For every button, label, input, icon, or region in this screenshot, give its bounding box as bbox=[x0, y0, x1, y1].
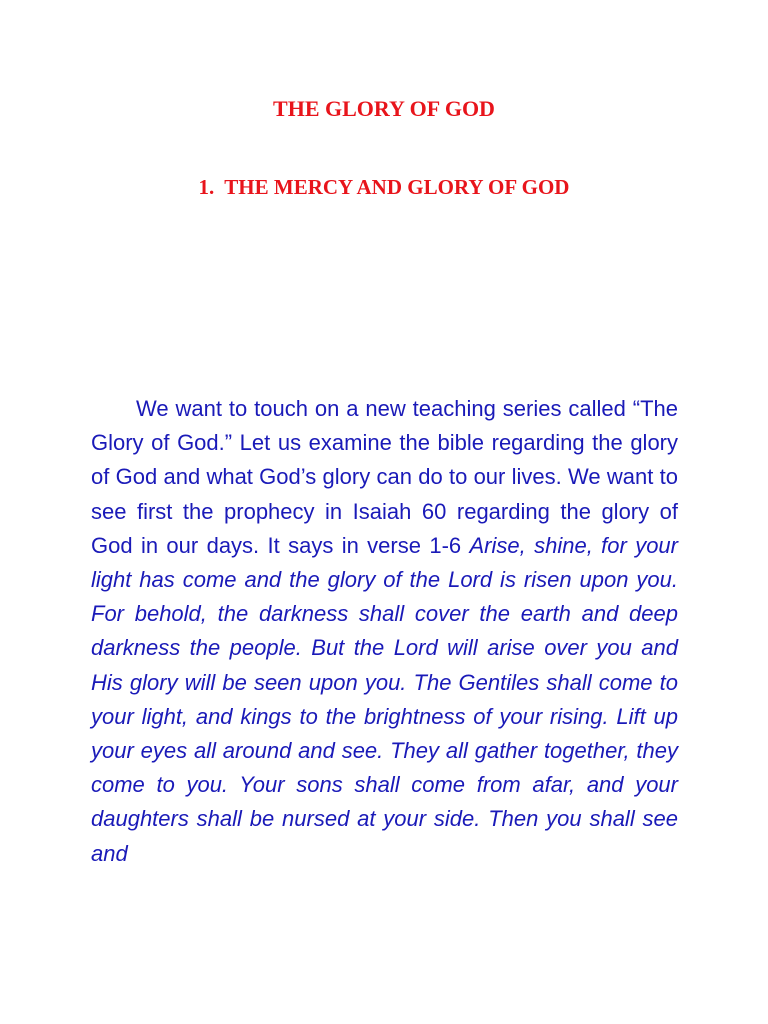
scripture-quote: Arise, shine, for your light has come and the glory of the Lord is risen upon you. For behold, the darkness shall cover the earth and deep darkness the people. But the Lord will arise over you and His glory will be seen upon you. The Gentiles shall come to your light, and kings to the brightness of your rising. Lift up your eyes all around and see. They all gather together, they come to you. Your sons shall come from afar, and your daughters shall be nursed at your side. Then you shall see and bbox=[91, 532, 678, 866]
section-number: 1. bbox=[198, 175, 215, 199]
paragraph-intro: We want to touch on a new teaching series called “The Glory of God.” Let us examine the bible regarding the glory of God and what God’s glory can do to our lives. We want to see first the prophecy in Isaiah 60 regarding the glory of God in our days. It says in verse 1-6 bbox=[91, 396, 678, 558]
document-title: THE GLORY OF GOD bbox=[273, 96, 495, 121]
section-heading-text: THE MERCY AND GLORY OF GOD bbox=[224, 175, 570, 199]
body-paragraph bbox=[91, 392, 678, 871]
section-heading bbox=[0, 172, 768, 202]
